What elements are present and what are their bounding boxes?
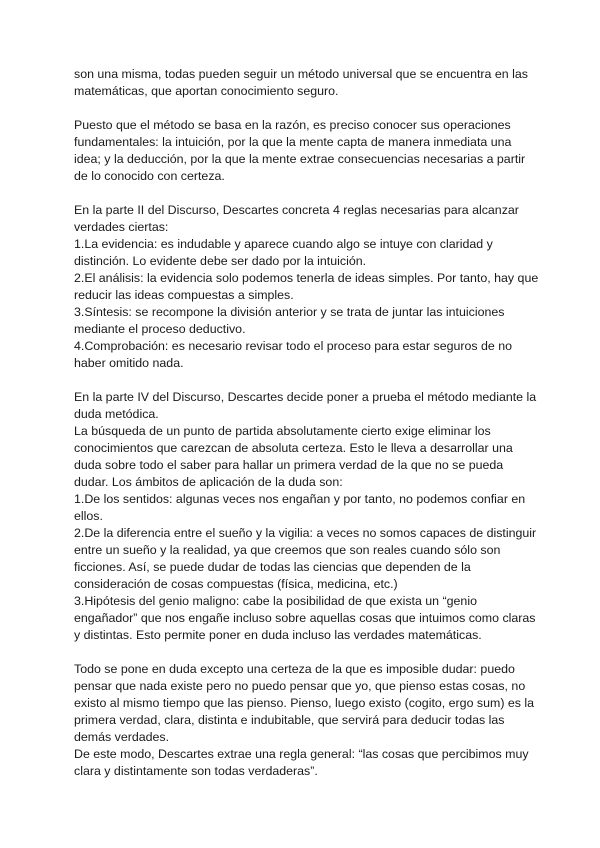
- paragraph-methodic-doubt: [74, 389, 537, 644]
- paragraph-universal-method: [74, 66, 534, 100]
- paragraph-cogito: [74, 661, 534, 780]
- text-line: La búsqueda de un punto de partida absolutamente cierto exige eliminar los: [74, 424, 491, 438]
- list-item-evidence: 1.La evidencia: es indudable y aparece cuando algo se intuye con claridad y: [74, 237, 493, 251]
- text-line: son una misma, todas pueden seguir un método universal que se encuentra en las: [74, 67, 528, 81]
- text-line: clara y distintamente son todas verdaderas”.: [74, 764, 318, 778]
- text-line: Puesto que el método se basa en la razón, es preciso conocer sus operaciones: [74, 118, 511, 132]
- text-line: pensar que nada existe pero no puedo pensar que yo, que pienso estas cosas, no: [74, 679, 526, 693]
- text-line: existo al mismo tiempo que las pienso. Pienso, luego existo (cogito, ergo sum) es la: [74, 696, 535, 710]
- text-line: engañador” que nos engañe incluso sobre aquellas cosas que intuimos como claras: [74, 611, 536, 625]
- list-item-senses: 1.De los sentidos: algunas veces nos engañan y por tanto, no podemos confiar en: [74, 492, 526, 506]
- text-line: idea; y la deducción, por la que la mente extrae consecuencias necesarias a partir: [74, 152, 526, 166]
- paragraph-four-rules: [74, 202, 539, 372]
- text-line: matemáticas, que aportan conocimiento seguro.: [74, 84, 339, 98]
- text-line: ficciones. Así, se puede dudar de todas las ciencias que dependen de la: [74, 560, 471, 574]
- paragraph-reason-operations: [74, 117, 534, 185]
- text-line: De este modo, Descartes extrae una regla general: “las cosas que percibimos muy: [74, 747, 529, 761]
- text-line: fundamentales: la intuición, por la que la mente capta de manera inmediata una: [74, 135, 512, 149]
- text-line: entre un sueño y la realidad, ya que creemos que son reales cuando sólo son: [74, 543, 501, 557]
- text-line: mediante el proceso deductivo.: [74, 322, 246, 336]
- text-line: En la parte II del Discurso, Descartes concreta 4 reglas necesarias para alcanzar: [74, 203, 519, 217]
- text-line: y distintas. Esto permite poner en duda incluso las verdades matemáticas.: [74, 628, 482, 642]
- text-line: conocimientos que carezcan de absoluta certeza. Esto le lleva a desarrollar una: [74, 441, 513, 455]
- text-line: de lo conocido con certeza.: [74, 169, 225, 183]
- text-line: haber omitido nada.: [74, 356, 184, 370]
- list-item-analysis: 2.El análisis: la evidencia solo podemos tenerla de ideas simples. Por tanto, hay que: [74, 271, 539, 285]
- text-line: Todo se pone en duda excepto una certeza de la que es imposible dudar: puedo: [74, 662, 515, 676]
- text-line: demás verdades.: [74, 730, 170, 744]
- text-line: duda sobre todo el saber para hallar un primera verdad de la que no se pueda: [74, 458, 504, 472]
- list-item-evil-genius: 3.Hipótesis del genio maligno: cabe la posibilidad de que exista un “genio: [74, 594, 477, 608]
- text-line: primera verdad, clara, distinta e indubitable, que servirá para deducir todas las: [74, 713, 505, 727]
- document-page: [74, 66, 539, 797]
- text-line: consideración de cosas compuestas (física, medicina, etc.): [74, 577, 398, 591]
- list-item-synthesis: 3.Síntesis: se recompone la división anterior y se trata de juntar las intuiciones: [74, 305, 505, 319]
- text-line: distinción. Lo evidente debe ser dado por la intuición.: [74, 254, 367, 268]
- text-line: duda metódica.: [74, 407, 159, 421]
- text-line: reducir las ideas compuestas a simples.: [74, 288, 294, 302]
- list-item-verification: 4.Comprobación: es necesario revisar todo el proceso para estar seguros de no: [74, 339, 513, 353]
- list-item-dream: 2.De la diferencia entre el sueño y la vigilia: a veces no somos capaces de distinguir: [74, 526, 537, 540]
- text-line: En la parte IV del Discurso, Descartes decide poner a prueba el método mediante la: [74, 390, 537, 404]
- text-line: ellos.: [74, 509, 103, 523]
- text-line: dudar. Los ámbitos de aplicación de la duda son:: [74, 475, 343, 489]
- text-line: verdades ciertas:: [74, 220, 169, 234]
